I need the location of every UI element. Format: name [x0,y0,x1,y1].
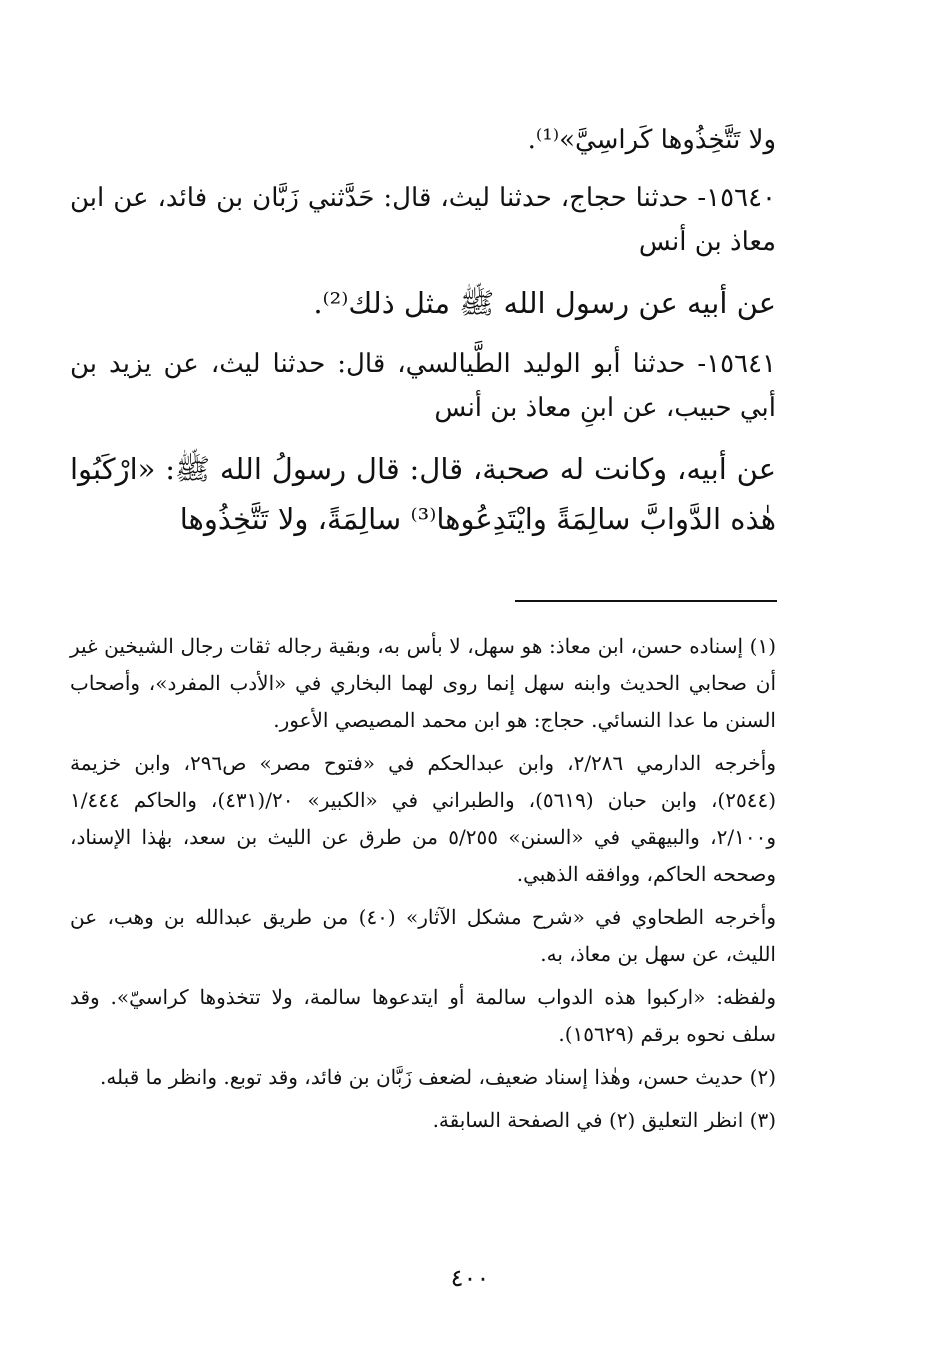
footnote-separator [515,600,777,602]
footnote-3: (٣) انظر التعليق (٢) في الصفحة السابقة. [432,1108,776,1132]
main-text [70,118,776,544]
hadith-15641-chain: ١٥٦٤١- حدثنا أبو الوليد الطَّيالسي، قال: حدثنا ليث، عن يزيد بن أبي حبيب، عن ابنِ معاذ بن أنس [70,349,776,423]
footnote-2: (٢) حديث حسن، وهٰذا إسناد ضعيف، لضعف زَبَّان بن فائد، وقد توبع. وانظر ما قبله. [99,1065,776,1089]
footnote-1-tahawi: وأخرجه الطحاوي في «شرح مشكل الآثار» (٤٠) من طريق عبدالله بن وهب، عن الليث، عن سهل بن معاذ، به. [70,905,777,966]
hadith-15640-chain: ١٥٦٤٠- حدثنا حجاج، حدثنا ليث، قال: حَدَّثني زَبَّان بن فائد، عن ابن معاذ بن أنس [70,183,776,257]
footnote-1: (١) إسناده حسن، ابن معاذ: هو سهل، لا بأس به، وبقية رجاله ثقات رجال الشيخين غير أن صحابي الحديث وابنه سهل إنما روى لهما البخاري في «الأدب المفرد»، وأصحاب السنن ما عدا النسائي. حجاج: هو ابن محمد المصيصي الأعور. [70,634,777,732]
footnotes [70,628,776,1145]
hadith-15641-text: عن أبيه، وكانت له صحبة، قال: قال رسولُ الله ﷺ: «ارْكَبُوا هٰذه الدَّوابَّ سالِمَةً وايْتَدِعُوها⁽³⁾ سالِمَةً، ولا تَتَّخِذُوها [70,452,776,536]
hadith-15640-text: عن أبيه عن رسول الله ﷺ مثل ذلك⁽²⁾. [313,286,776,320]
page-number: ٤٠٠ [450,1264,490,1292]
footnote-1-wording: ولفظه: «اركبوا هذه الدواب سالمة أو ايتدعوها سالمة، ولا تتخذوها كراسيّ». وقد سلف نحوه برقم (١٥٦٢٩). [70,985,776,1046]
paragraph-continuation: ولا تَتَّخِذُوها كَراسِيَّ»⁽¹⁾. [527,125,776,155]
footnote-1-takhrij: وأخرجه الدارمي ٢/٢٨٦، وابن عبدالحكم في «فتوح مصر» ص٢٩٦، وابن خزيمة (٢٥٤٤)، وابن حبان (٥٦١٩)، والطبراني في «الكبير» ٢٠/(٤٣١)، والحاكم ١/٤٤٤ و٢/١٠٠، والبيهقي في «السنن» ٥/٢٥٥ من طرق عن الليث بن سعد، بهٰذا الإسناد، وصححه الحاكم، ووافقه الذهبي. [70,751,776,886]
